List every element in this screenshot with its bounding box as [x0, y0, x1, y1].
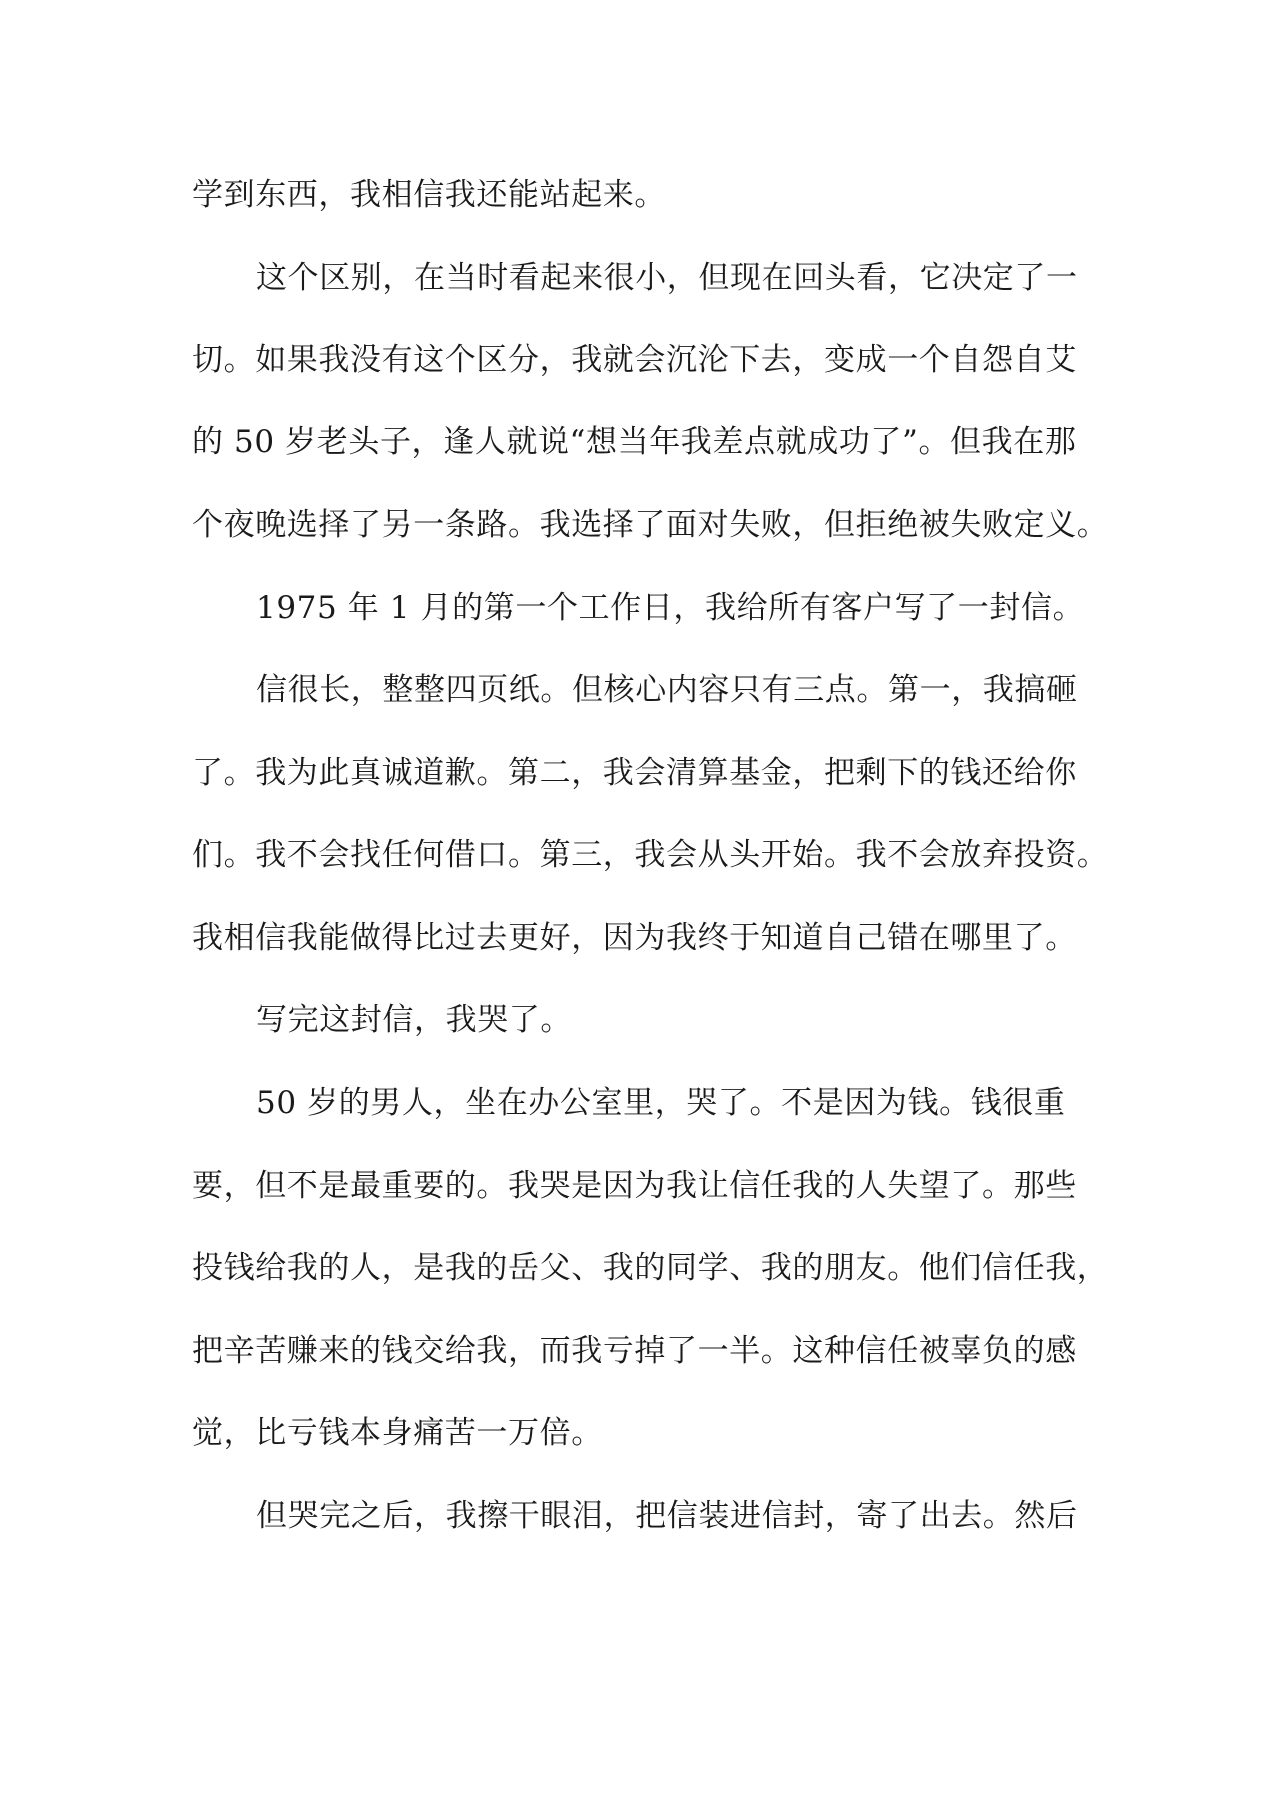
text-line-8: 了。我为此真诚道歉。第二，我会清算基金，把剩下的钱还给你 — [192, 755, 1077, 791]
text-line-14: 投钱给我的人，是我的岳父、我的同学、我的朋友。他们信任我， — [192, 1250, 1109, 1286]
text-line-16: 觉，比亏钱本身痛苦一万倍。 — [192, 1415, 603, 1451]
text-line-7: 信很长，整整四页纸。但核心内容只有三点。第一，我搞砸 — [256, 672, 1078, 708]
text-line-15: 把辛苦赚来的钱交给我，而我亏掉了一半。这种信任被辜负的感 — [192, 1333, 1077, 1369]
text-line-12: 50 岁的男人，坐在办公室里，哭了。不是因为钱。钱很重 — [256, 1085, 1066, 1121]
text-line-2: 这个区别，在当时看起来很小，但现在回头看，它决定了一 — [256, 260, 1078, 296]
text-line-6: 1975 年 1 月的第一个工作日，我给所有客户写了一封信。 — [256, 590, 1085, 626]
text-line-4: 的 50 岁老头子，逢人就说“想当年我差点就成功了”。但我在那 — [192, 424, 1077, 460]
text-line-1: 学到东西，我相信我还能站起来。 — [192, 177, 666, 213]
text-line-3: 切。如果我没有这个区分，我就会沉沦下去，变成一个自怨自艾 — [192, 342, 1077, 378]
text-line-10: 我相信我能做得比过去更好，因为我终于知道自己错在哪里了。 — [192, 920, 1077, 956]
text-line-13: 要，但不是最重要的。我哭是因为我让信任我的人失望了。那些 — [192, 1168, 1077, 1204]
text-line-11: 写完这封信，我哭了。 — [256, 1002, 572, 1038]
text-line-9: 们。我不会找任何借口。第三，我会从头开始。我不会放弃投资。 — [192, 837, 1109, 873]
text-line-17: 但哭完之后，我擦干眼泪，把信装进信封，寄了出去。然后 — [256, 1498, 1078, 1534]
text-line-5: 个夜晚选择了另一条路。我选择了面对失败，但拒绝被失败定义。 — [192, 507, 1109, 543]
